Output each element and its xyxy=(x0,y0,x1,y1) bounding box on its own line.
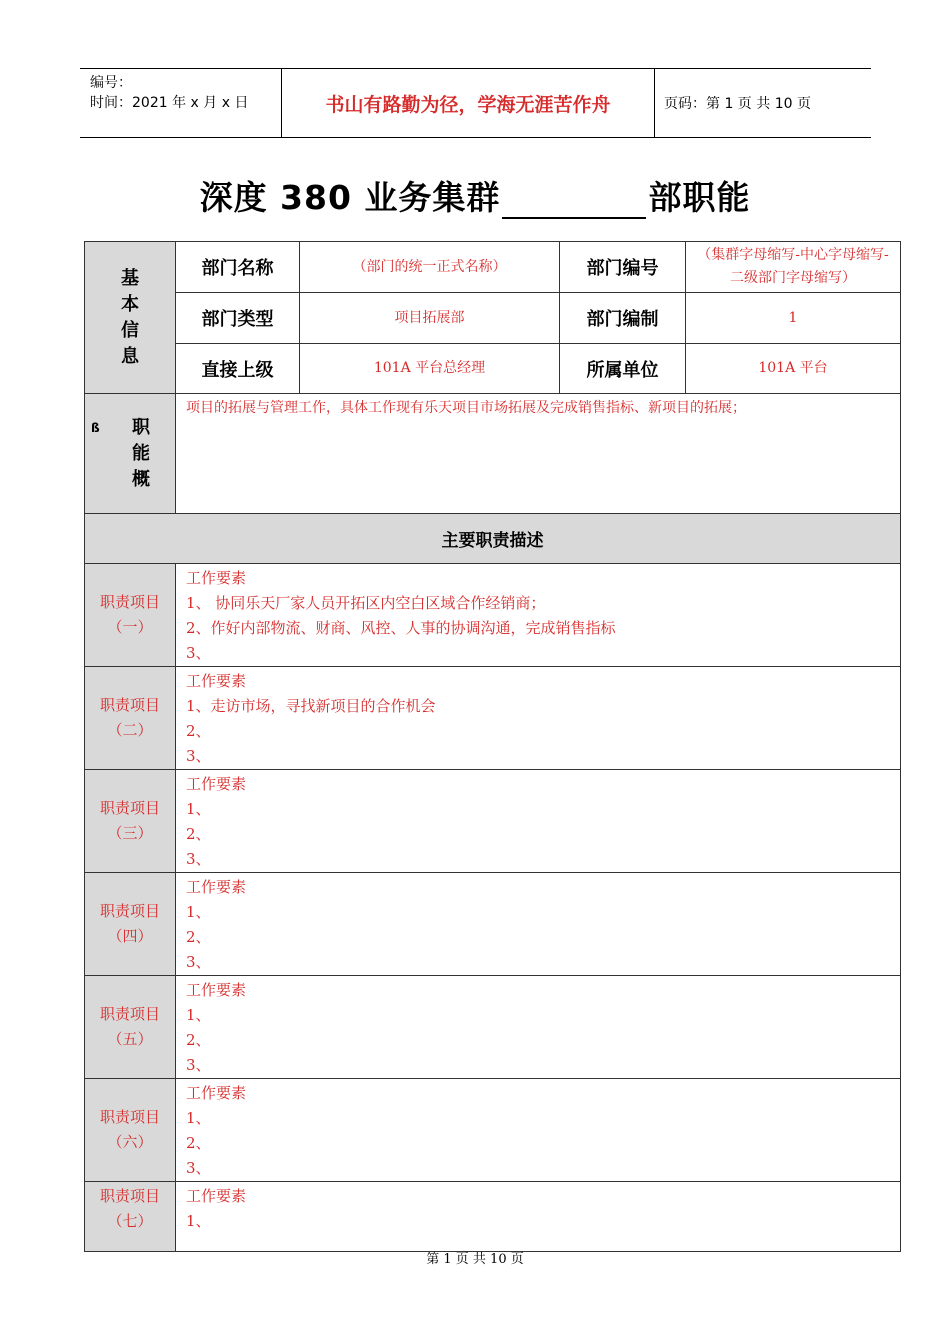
title-blank-line xyxy=(502,187,646,219)
summary-row xyxy=(85,394,901,514)
dept-name-value: （部门的统一正式名称） xyxy=(300,242,560,293)
function-summary-label: ß 职 能 概 xyxy=(85,394,176,514)
function-summary-text: 项目的拓展与管理工作，具体工作现有乐天项目市场拓展及完成销售指标、新项目的拓展； xyxy=(176,394,901,514)
code-label: 编号： xyxy=(90,75,132,91)
dept-headcount-label: 部门编制 xyxy=(560,293,686,344)
duty-content: 工作要素 1、走访市场，寻找新项目的合作机会 2、 3、 xyxy=(176,667,901,770)
title-suffix: 部职能 xyxy=(648,178,751,217)
duty-content: 工作要素 1、 2、 3、 xyxy=(176,770,901,873)
duties-header: 主要职责描述 xyxy=(85,514,901,564)
duty-row xyxy=(85,770,901,873)
direct-superior-label: 直接上级 xyxy=(176,344,300,394)
direct-superior-value: 101A 平台总经理 xyxy=(300,344,560,394)
dept-code-label: 部门编号 xyxy=(560,242,686,293)
duty-row xyxy=(85,873,901,976)
duty-row xyxy=(85,1079,901,1182)
duties-header-row xyxy=(85,514,901,564)
duty-content: 工作要素 1、 2、 3、 xyxy=(176,1079,901,1182)
duty-label: 职责项目 （六） xyxy=(85,1079,176,1182)
page-info: 页码：第 1 页 共 10 页 xyxy=(664,96,811,112)
duty-row xyxy=(85,976,901,1079)
document-title xyxy=(0,172,950,219)
duty-row xyxy=(85,564,901,667)
duty-content: 工作要素 1、 2、 3、 xyxy=(176,976,901,1079)
dept-type-value: 项目拓展部 xyxy=(300,293,560,344)
basic-row xyxy=(85,344,901,394)
header-meta xyxy=(90,73,248,113)
page-footer: 第 1 页 共 10 页 xyxy=(426,1252,524,1267)
duty-row xyxy=(85,1182,901,1252)
page-header xyxy=(80,68,871,138)
dept-code-value: （集群字母缩写-中心字母缩写-二级部门字母缩写） xyxy=(686,242,901,293)
basic-row xyxy=(85,293,901,344)
duty-content: 工作要素 1、 2、 3、 xyxy=(176,873,901,976)
duty-label: 职责项目 （五） xyxy=(85,976,176,1079)
dept-headcount-value: 1 xyxy=(686,293,901,344)
duty-content: 工作要素 1、 xyxy=(176,1182,901,1252)
duty-content: 工作要素 1、 协同乐天厂家人员开拓区内空白区域合作经销商； 2、作好内部物流、财商、风控、人事的协调沟通，完成销售指标 3、 xyxy=(176,564,901,667)
function-table xyxy=(84,241,901,1252)
affiliated-unit-value: 101A 平台 xyxy=(686,344,901,394)
title-prefix: 深度 380 业务集群 xyxy=(199,178,501,217)
duty-label: 职责项目 （一） xyxy=(85,564,176,667)
affiliated-unit-label: 所属单位 xyxy=(560,344,686,394)
basic-info-label: 基 本 信 息 xyxy=(85,242,176,394)
duty-label: 职责项目 （七） xyxy=(85,1182,176,1252)
duty-label: 职责项目 （二） xyxy=(85,667,176,770)
time-label: 时间：2021 年 x 月 x 日 xyxy=(90,95,249,111)
dept-name-label: 部门名称 xyxy=(176,242,300,293)
duty-label: 职责项目 （四） xyxy=(85,873,176,976)
duty-row xyxy=(85,667,901,770)
stray-glyph: ß xyxy=(91,420,100,435)
duty-label: 职责项目 （三） xyxy=(85,770,176,873)
motto: 书山有路勤为径，学海无涯苦作舟 xyxy=(281,69,655,137)
dept-type-label: 部门类型 xyxy=(176,293,300,344)
basic-row xyxy=(85,242,901,293)
